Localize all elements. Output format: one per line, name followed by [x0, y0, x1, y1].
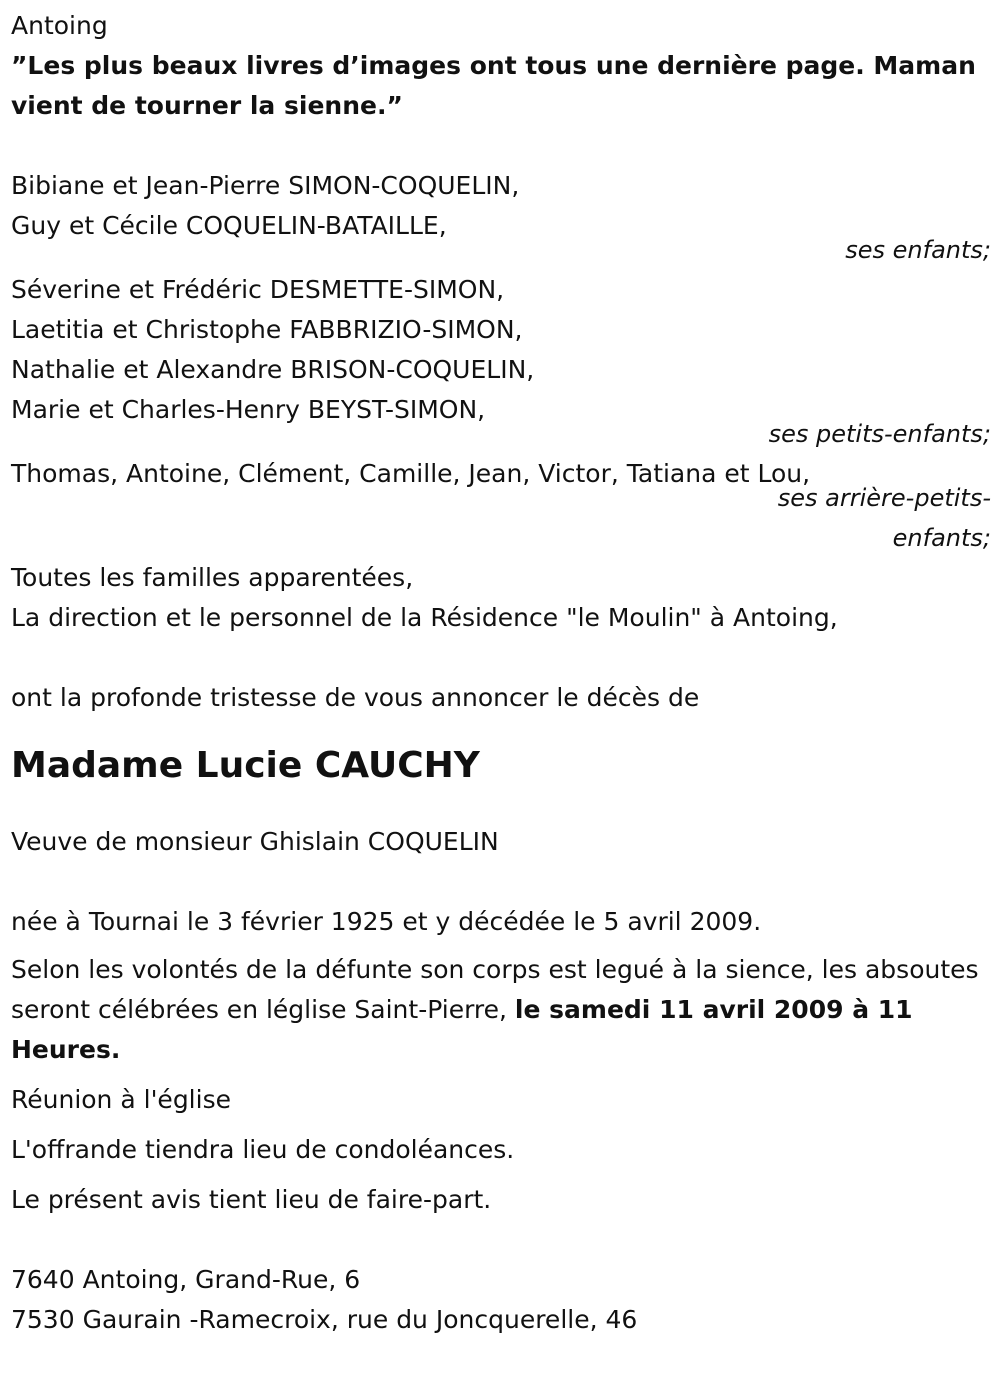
widow-of-text: Veuve de monsieur Ghislain COQUELIN [11, 827, 499, 856]
children-role-label: ses enfants; [845, 236, 991, 264]
child-entry: Guy et Cécile COQUELIN-BATAILLE, [11, 211, 447, 240]
note-entry: Réunion à l'église [11, 1085, 231, 1114]
great-grandchildren-names: Thomas, Antoine, Clément, Camille, Jean, Victor, Tatiana et Lou, [11, 459, 811, 488]
location-heading: Antoing [11, 11, 108, 40]
obituary-notice [11, 6, 991, 1340]
grandchild-entry: Marie et Charles-Henry BEYST-SIMON, [11, 395, 486, 424]
grandchild-entry: Nathalie et Alexandre BRISON-COQUELIN, [11, 355, 535, 384]
great-grandchildren-section [11, 454, 991, 558]
address-entry: 7530 Gaurain -Ramecroix, rue du Joncquerelle, 46 [11, 1305, 638, 1334]
child-entry: Bibiane et Jean-Pierre SIMON-COQUELIN, [11, 171, 520, 200]
grandchildren-section [11, 270, 991, 454]
note-entry: L'offrande tiendra lieu de condoléances. [11, 1135, 515, 1164]
address-entry: 7640 Antoing, Grand-Rue, 6 [11, 1265, 361, 1294]
other-mourners [11, 558, 991, 638]
note-entry: Le présent avis tient lieu de faire-part. [11, 1185, 492, 1214]
great-grandchildren-role-label-line2: enfants; [892, 524, 991, 552]
memorial-quote: ”Les plus beaux livres d’images ont tous une dernière page. Maman vient de tourner la sienne.” [11, 51, 976, 120]
announcement-text: ont la profonde tristesse de vous annoncer le décès de [11, 683, 700, 712]
grandchild-entry: Séverine et Frédéric DESMETTE-SIMON, [11, 275, 505, 304]
grandchild-entry: Laetitia et Christophe FABBRIZIO-SIMON, [11, 315, 523, 344]
great-grandchildren-role-label-line1: ses arrière-petits- [777, 484, 991, 512]
birth-death-text: née à Tournai le 3 février 1925 et y décédée le 5 avril 2009. [11, 907, 762, 936]
mourner-entry: Toutes les familles apparentées, [11, 563, 414, 592]
grandchildren-role-label: ses petits-enfants; [768, 420, 991, 448]
deceased-name: Madame Lucie CAUCHY [11, 745, 480, 786]
ceremony-paragraph [11, 950, 991, 1070]
ceremony-text: Selon les volontés de la défunte son corps est legué à la sience, les absoutes seront célébrées en léglise Saint-Pierre, [11, 955, 979, 1024]
mourner-entry: La direction et le personnel de la Résidence "le Moulin" à Antoing, [11, 603, 838, 632]
children-section [11, 166, 991, 270]
ceremony-date: le samedi 11 avril 2009 à 11 Heures. [11, 995, 913, 1064]
